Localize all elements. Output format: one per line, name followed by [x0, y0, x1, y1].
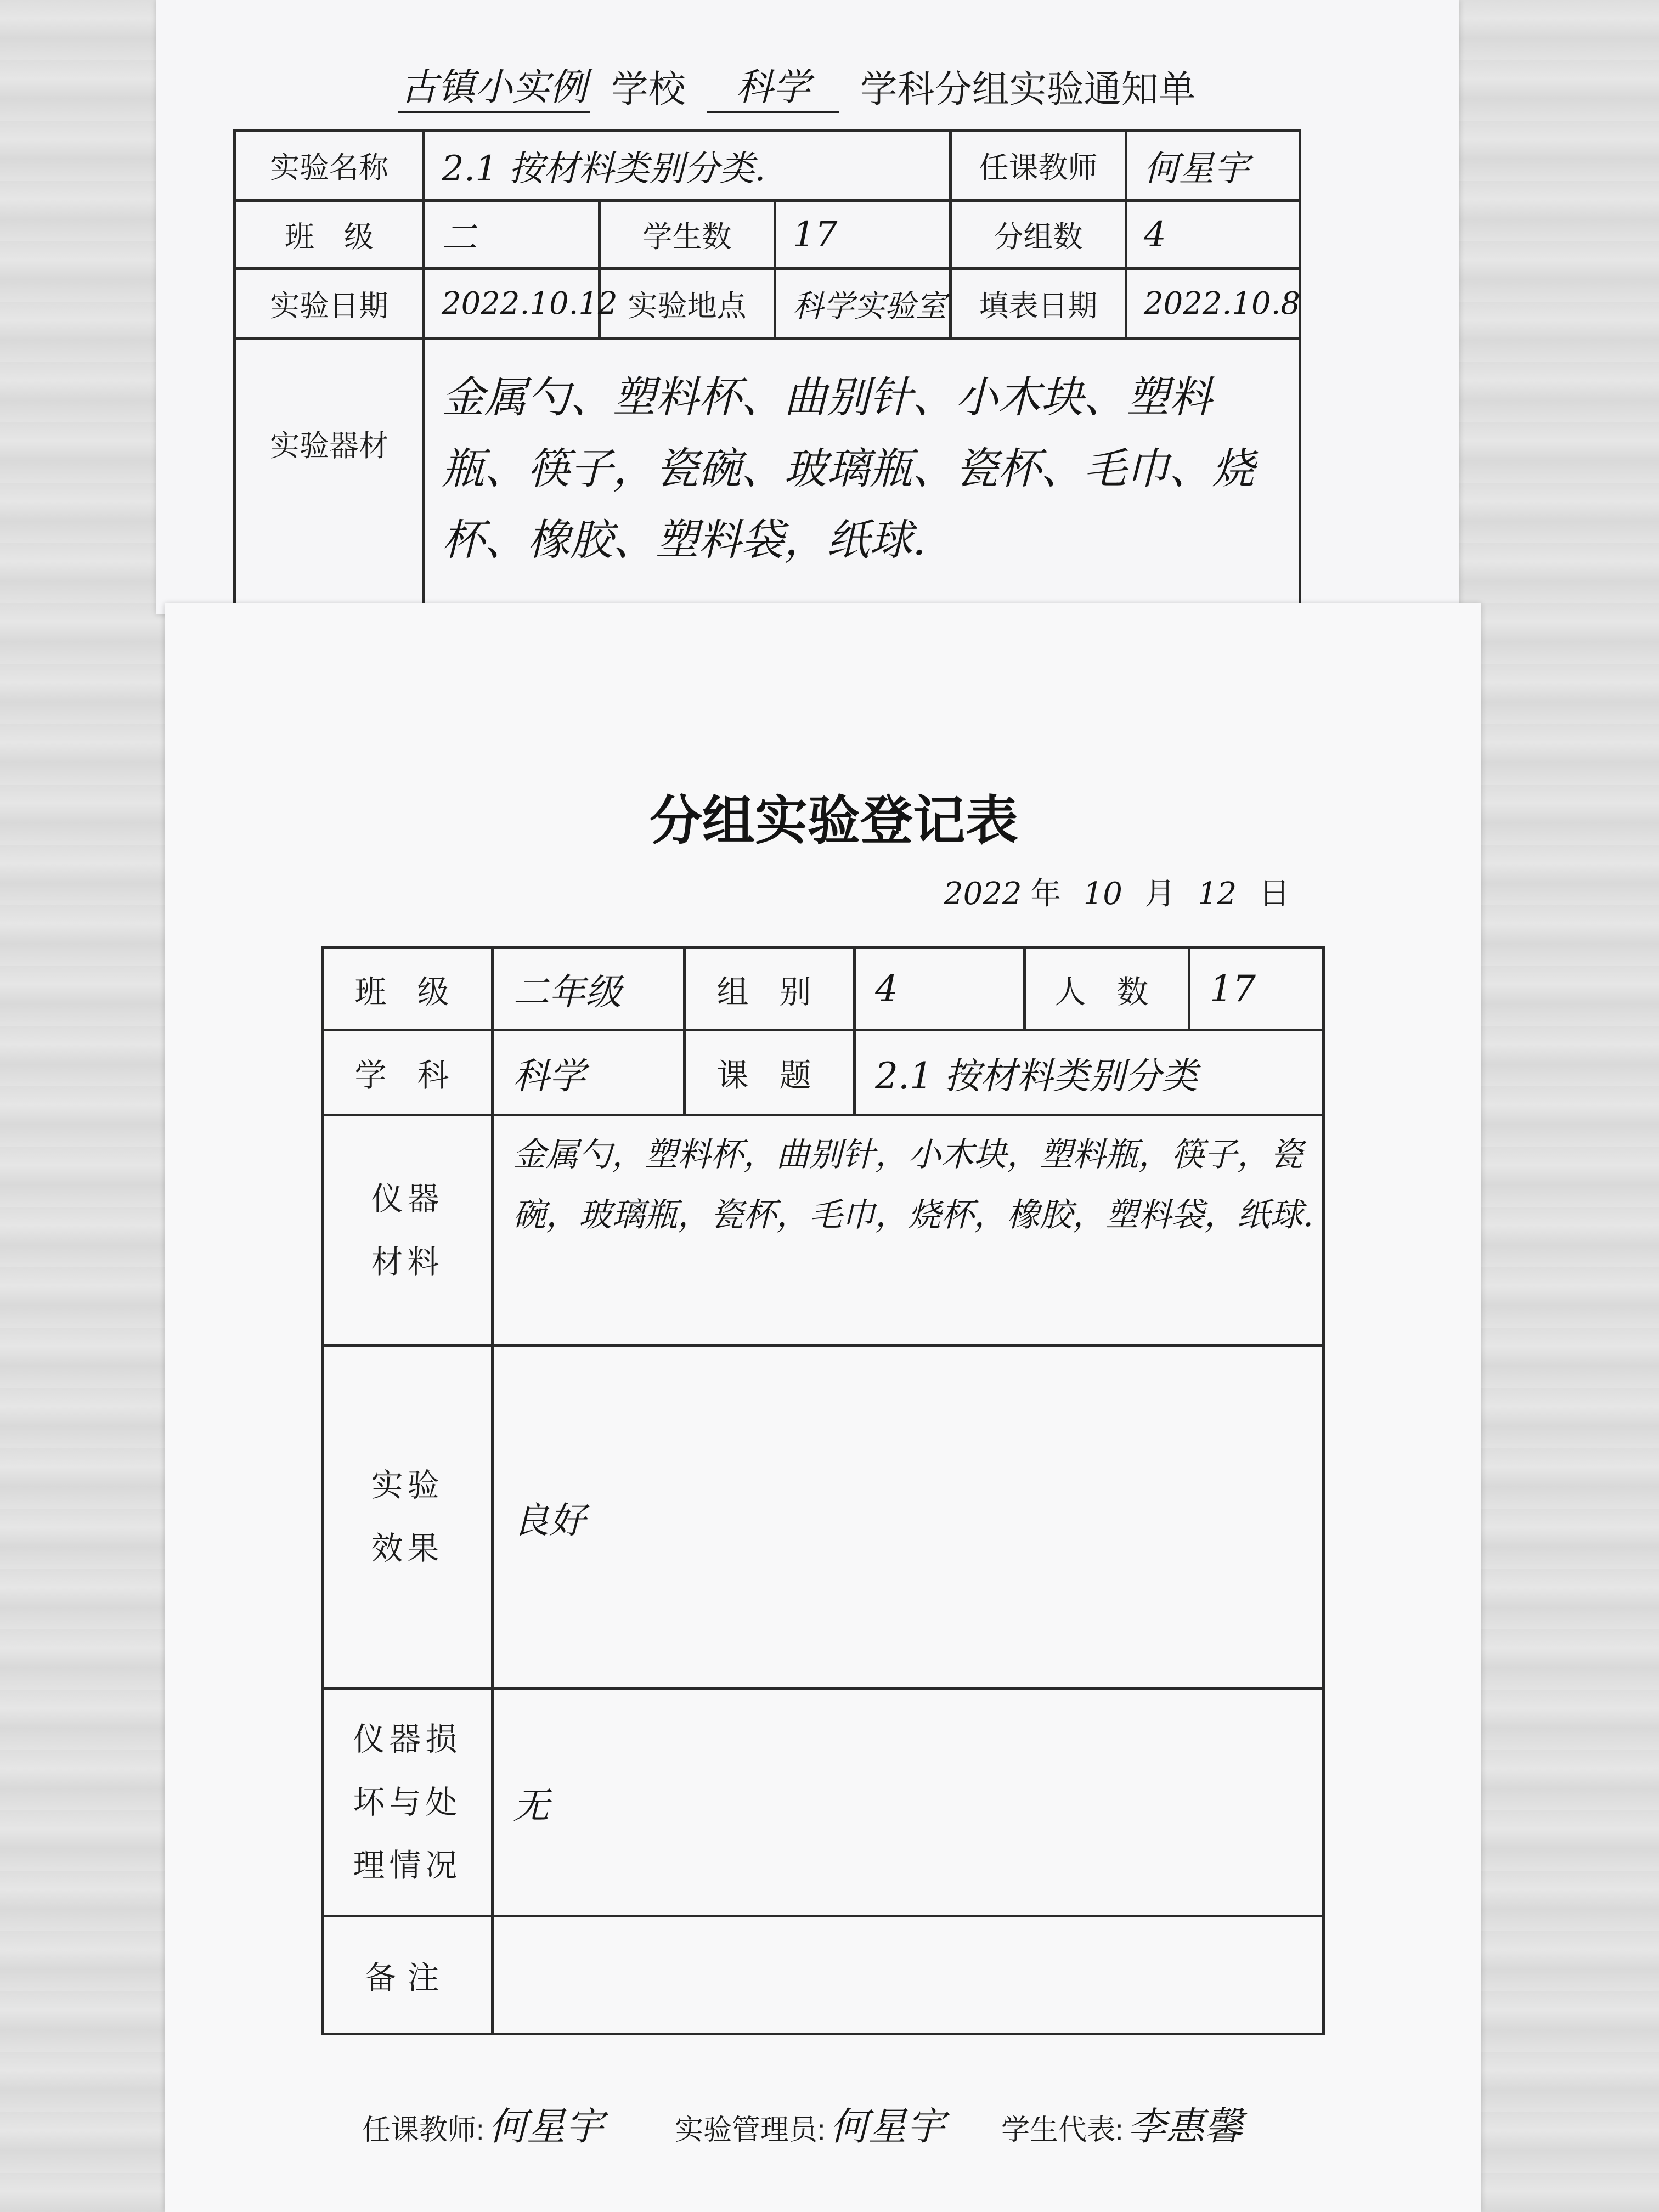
- fill-date-value: 2022.10.8: [1126, 269, 1300, 339]
- student-sign-name: 李惠馨: [1127, 2104, 1243, 2149]
- groups-value: 4: [1126, 201, 1300, 269]
- date-year-unit: 年: [1030, 876, 1062, 911]
- reg-count-label: 人 数: [1025, 948, 1189, 1030]
- class-label: 班 级: [235, 201, 424, 269]
- date-day: 12: [1198, 876, 1237, 912]
- students-value: 17: [775, 201, 951, 269]
- damage-label-line1: 仪器损: [353, 1721, 462, 1757]
- notice-title-suffix: 学科分组实验通知单: [860, 69, 1196, 110]
- reg-group-value: 4: [855, 948, 1025, 1030]
- register-title: 分组实验登记表: [650, 792, 1018, 850]
- reg-subject-value: 科学: [493, 1030, 685, 1115]
- register-date: [944, 870, 1290, 913]
- admin-sign-name: 何星宇: [830, 2104, 945, 2149]
- signature-row: [362, 2096, 1295, 2167]
- notice-table: [233, 129, 1301, 625]
- teacher-value: 何星宇: [1126, 131, 1300, 201]
- students-label: 学生数: [600, 201, 775, 269]
- reg-group-label: 组 别: [685, 948, 855, 1030]
- date-label: 实验日期: [235, 269, 424, 339]
- reg-damage-label: [323, 1689, 493, 1916]
- reg-materials-value: 金属勺，塑料杯，曲别针，小木块，塑料瓶，筷子，瓷碗，玻璃瓶，瓷杯，毛巾，烧杯，橡胶，塑料袋，纸球.: [493, 1115, 1324, 1346]
- materials-label-line2: 材料: [371, 1244, 444, 1280]
- date-year: 2022: [944, 876, 1022, 912]
- teacher-sign-label: 任课教师:: [362, 2114, 484, 2146]
- experiment-name-label: 实验名称: [235, 131, 424, 201]
- notice-title: [398, 58, 1341, 118]
- reg-topic-value: 2.1 按材料类别分类: [855, 1030, 1324, 1115]
- effect-label-line1: 实验: [371, 1468, 444, 1503]
- admin-sign-label: 实验管理员:: [675, 2114, 826, 2146]
- reg-remarks-value: [493, 1916, 1324, 2034]
- location-label: 实验地点: [600, 269, 775, 339]
- teacher-signature: [362, 2096, 603, 2151]
- reg-effect-label: [323, 1346, 493, 1689]
- reg-subject-label: 学 科: [323, 1030, 493, 1115]
- damage-label-line2: 坏与处: [353, 1784, 462, 1820]
- subject-name: 科学: [707, 58, 839, 113]
- date-day-unit: 日: [1259, 876, 1290, 911]
- reg-class-label: 班 级: [323, 948, 493, 1030]
- register-table: [321, 946, 1325, 2035]
- reg-materials-label: [323, 1115, 493, 1346]
- location-value: 科学实验室: [775, 269, 951, 339]
- reg-count-value: 17: [1189, 948, 1324, 1030]
- reg-topic-label: 课 题: [685, 1030, 855, 1115]
- reg-effect-value: 良好: [493, 1346, 1324, 1689]
- class-value: 二: [424, 201, 600, 269]
- date-month: 10: [1083, 876, 1122, 912]
- date-month-unit: 月: [1144, 876, 1176, 911]
- date-value: 2022.10.12: [424, 269, 600, 339]
- student-sign-label: 学生代表:: [1001, 2114, 1124, 2146]
- reg-remarks-label: 备注: [323, 1916, 493, 2034]
- equipment-value: 金属勺、塑料杯、曲别针、小木块、塑料瓶、筷子，瓷碗、玻璃瓶、瓷杯、毛巾、烧杯、橡胶、塑料袋，纸球.: [424, 339, 1300, 624]
- equipment-label: 实验器材: [235, 339, 424, 624]
- reg-class-value: 二年级: [493, 948, 685, 1030]
- teacher-label: 任课教师: [951, 131, 1126, 201]
- effect-label-line2: 效果: [371, 1531, 444, 1566]
- school-label: 学校: [611, 69, 686, 110]
- teacher-sign-name: 何星宇: [488, 2104, 604, 2149]
- fill-date-label: 填表日期: [951, 269, 1126, 339]
- admin-signature: [675, 2096, 945, 2151]
- materials-label-line1: 仪器: [371, 1181, 444, 1217]
- town-name: 古镇小实例: [398, 58, 590, 113]
- damage-label-line3: 理情况: [353, 1847, 462, 1883]
- reg-damage-value: 无: [493, 1689, 1324, 1916]
- experiment-name-value: 2.1 按材料类别分类.: [424, 131, 951, 201]
- groups-label: 分组数: [951, 201, 1126, 269]
- student-signature: [1001, 2096, 1243, 2151]
